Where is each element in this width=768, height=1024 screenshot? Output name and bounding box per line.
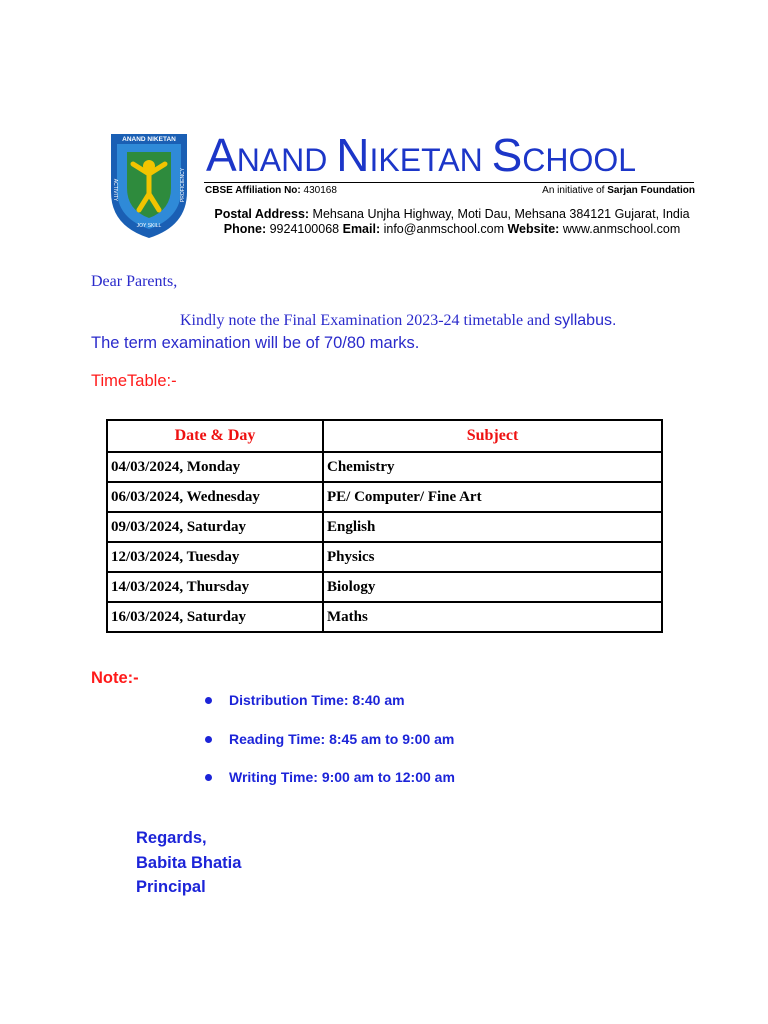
greeting: Dear Parents, xyxy=(91,273,178,290)
intro-line: Kindly note the Final Examination 2023-24 timetable and syllabus. xyxy=(180,312,617,329)
table-row xyxy=(107,452,662,482)
header-date-day: Date & Day xyxy=(107,420,323,452)
cell-subject: Biology xyxy=(323,572,662,602)
header-divider xyxy=(204,182,694,183)
contact-line: Phone: 9924100068 Email: info@anmschool.com Website: www.anmschool.com xyxy=(223,222,681,236)
school-name: ANAND NIKETAN SCHOOL xyxy=(206,129,637,181)
list-item: Reading Time: 8:45 am to 9:00 am xyxy=(200,731,455,770)
list-item: Writing Time: 9:00 am to 12:00 am xyxy=(200,769,455,808)
signoff xyxy=(136,826,241,900)
table-row xyxy=(107,602,662,632)
contact-block xyxy=(204,207,700,237)
cell-subject: English xyxy=(323,512,662,542)
bullet-icon xyxy=(205,736,212,743)
table-row xyxy=(107,542,662,572)
cell-subject: Chemistry xyxy=(323,452,662,482)
header-subject: Subject xyxy=(323,420,662,452)
cell-subject: Maths xyxy=(323,602,662,632)
cell-subject: Physics xyxy=(323,542,662,572)
table-row xyxy=(107,482,662,512)
cell-subject: PE/ Computer/ Fine Art xyxy=(323,482,662,512)
logo-ring-left: ACTIVITY xyxy=(112,178,118,202)
table-row xyxy=(107,512,662,542)
bullet-icon xyxy=(205,697,212,704)
cell-date: 09/03/2024, Saturday xyxy=(107,512,323,542)
affiliation-info: CBSE Affiliation No: 430168 xyxy=(205,185,337,196)
list-item: Distribution Time: 8:40 am xyxy=(200,692,455,731)
postal-address: Postal Address: Mehsana Unjha Highway, Moti Dau, Mehsana 384121 Gujarat, India xyxy=(214,207,690,221)
note-label: Note:- xyxy=(91,669,139,687)
timetable-label: TimeTable:- xyxy=(91,372,177,390)
marks-line: The term examination will be of 70/80 marks. xyxy=(91,334,420,352)
cell-date: 14/03/2024, Thursday xyxy=(107,572,323,602)
regards-text: Regards, xyxy=(136,829,207,847)
cell-date: 06/03/2024, Wednesday xyxy=(107,482,323,512)
signatory-name: Babita Bhatia xyxy=(136,853,242,872)
logo-ring-bottom: JOY SKILL xyxy=(136,223,162,229)
note-list xyxy=(200,692,455,808)
cell-date: 16/03/2024, Saturday xyxy=(107,602,323,632)
cell-date: 04/03/2024, Monday xyxy=(107,452,323,482)
logo-ring-right: PROFICIENCY xyxy=(180,167,186,203)
initiative-info: An initiative of Sarjan Foundation xyxy=(542,185,695,196)
school-logo xyxy=(107,130,191,240)
timetable-table xyxy=(106,419,663,633)
bullet-icon xyxy=(205,774,212,781)
table-header-row xyxy=(107,420,662,452)
cell-date: 12/03/2024, Tuesday xyxy=(107,542,323,572)
signatory-title: Principal xyxy=(136,878,206,896)
table-row xyxy=(107,572,662,602)
logo-ring-top: ANAND NIKETAN xyxy=(122,136,176,143)
